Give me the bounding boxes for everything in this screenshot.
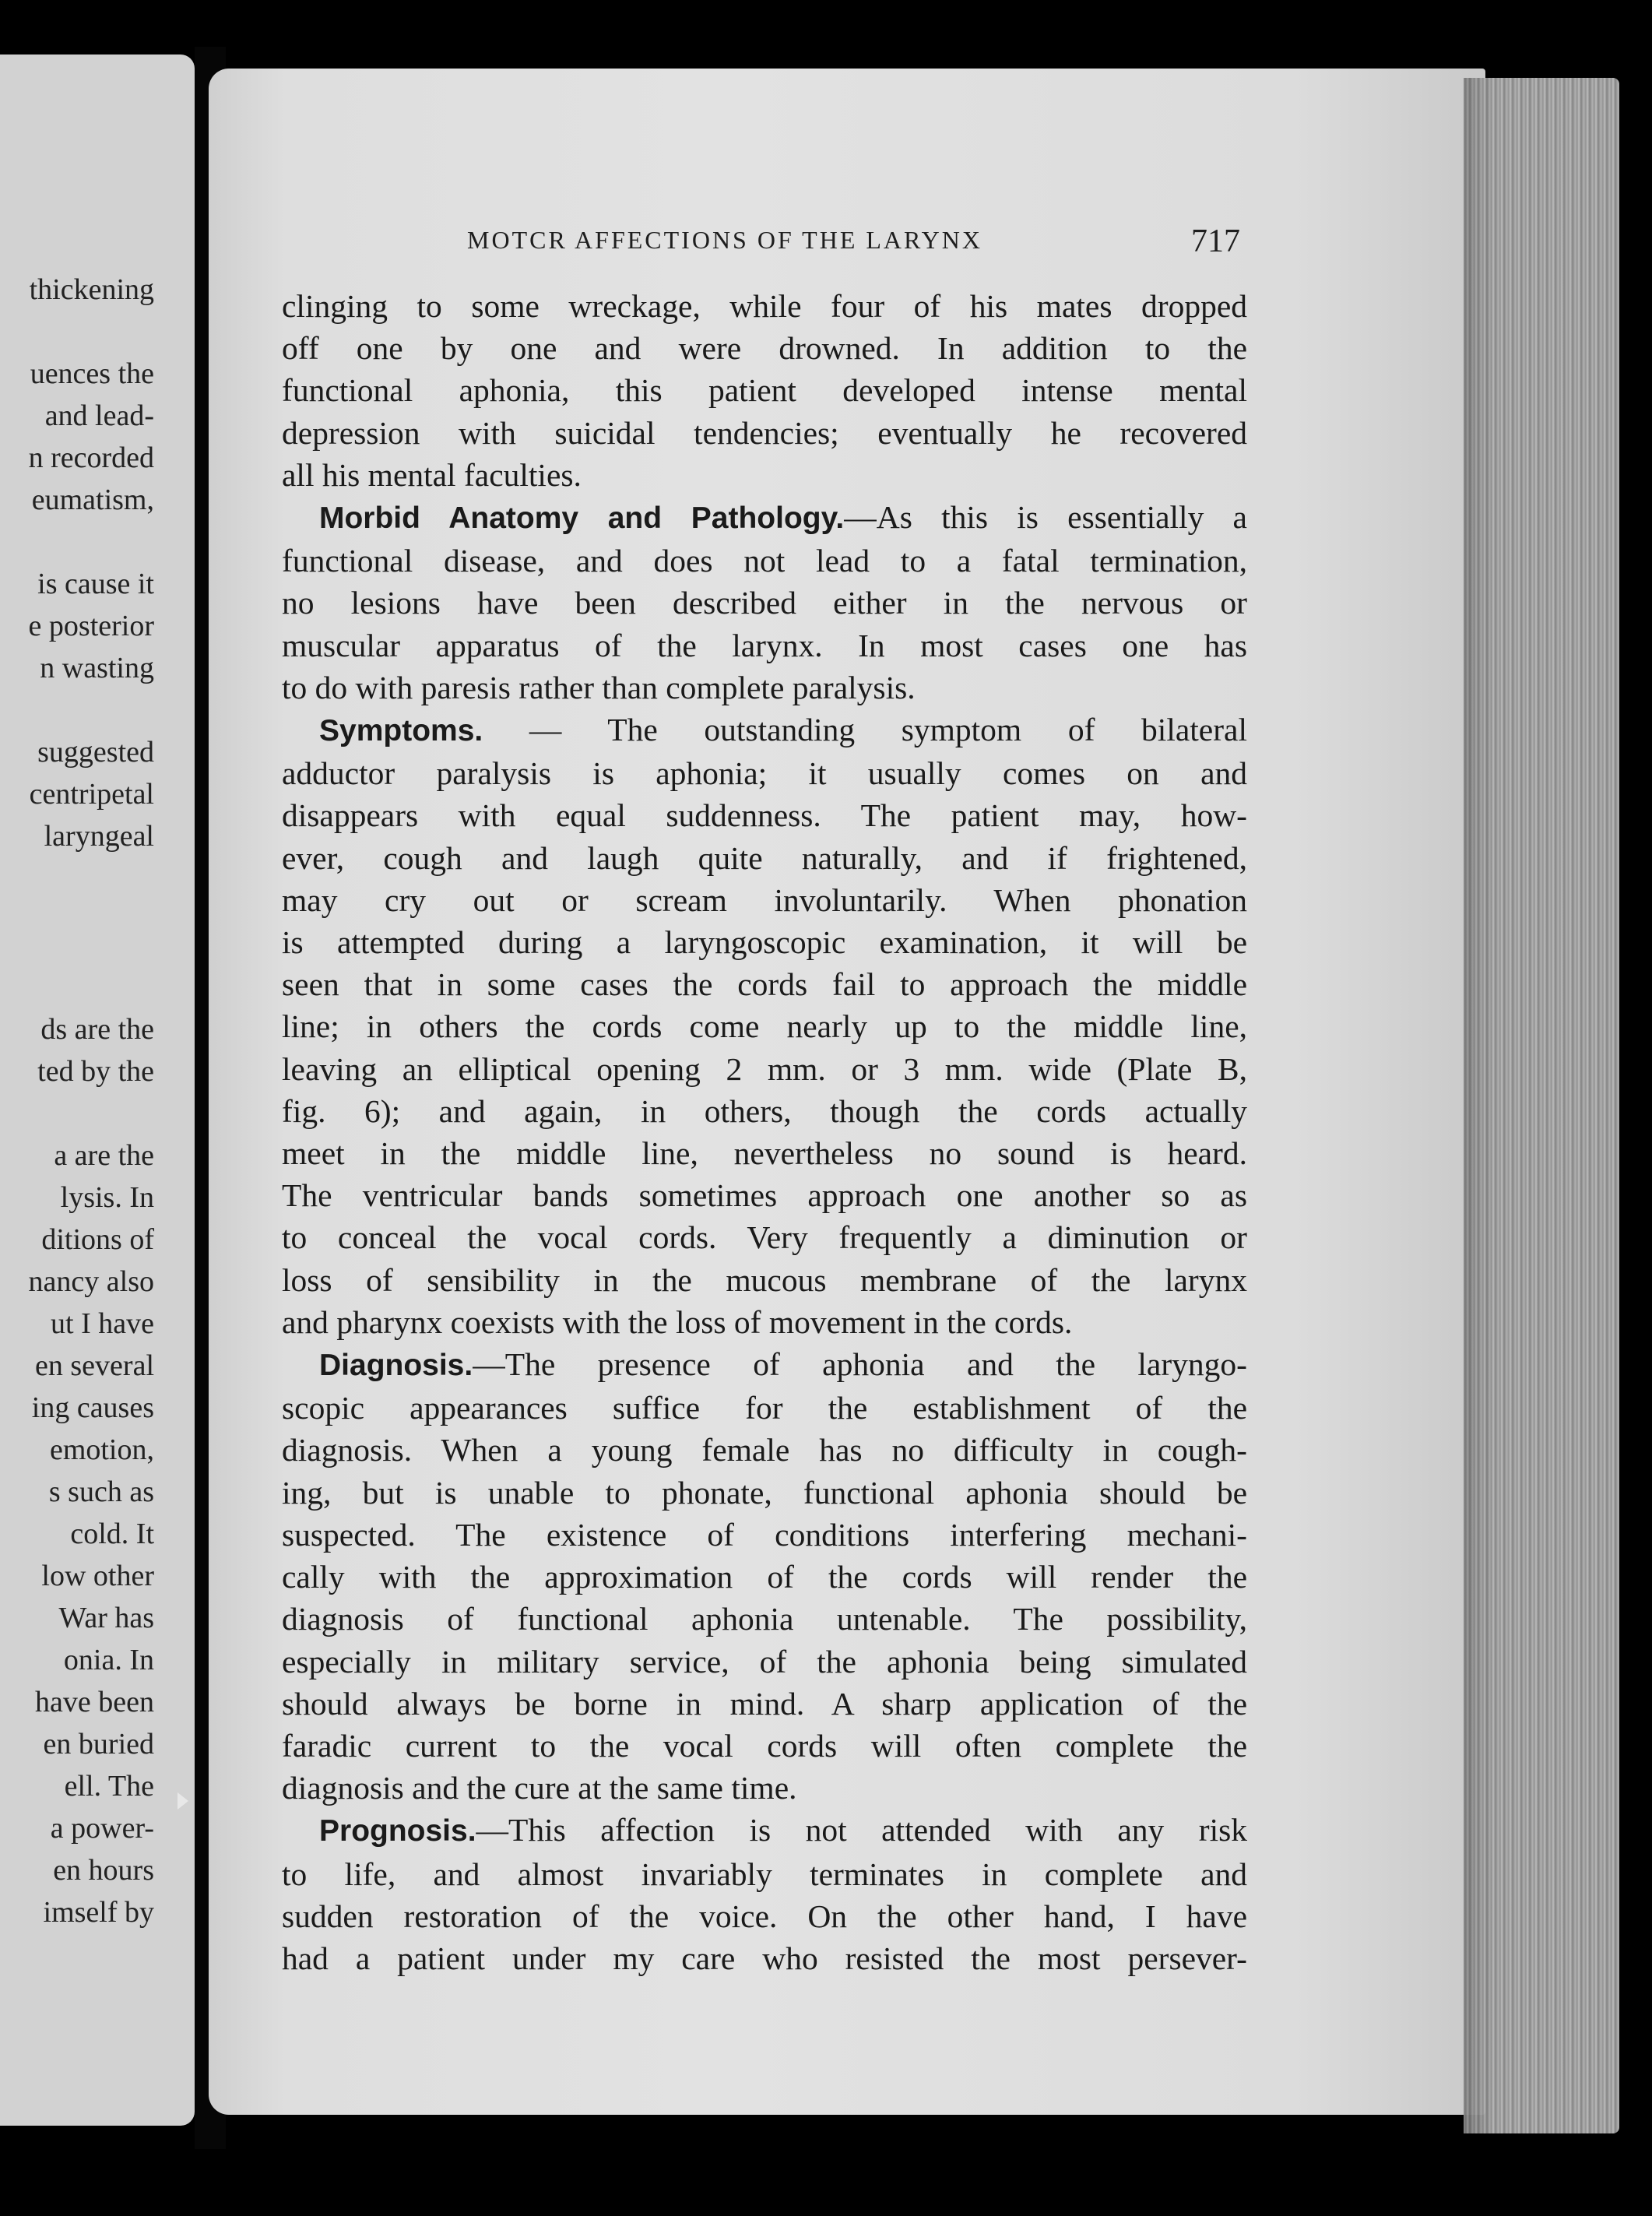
text-line: faradic current to the vocal cords will often complete the — [282, 1727, 1247, 1764]
text-line: to life, and almost invariably terminates in complete and — [282, 1855, 1247, 1892]
text-line: all his mental faculties. — [282, 456, 582, 493]
text-run: —As this is essentially a — [844, 499, 1247, 536]
left-page-fragment: imself by — [43, 1896, 154, 1929]
text-line: depression with suicidal tendencies; eventually he recovered — [282, 414, 1247, 451]
page-body — [282, 285, 1247, 1979]
paragraph-first-line — [282, 1343, 1247, 1387]
text-line: meet in the middle line, nevertheless no sound is heard. — [282, 1135, 1247, 1172]
left-page-fragment: ing causes — [31, 1391, 154, 1424]
left-page-fragment: ted by the — [37, 1055, 154, 1088]
left-page-fragment: suggested — [37, 736, 154, 769]
text-line: line; in others the cords come nearly up to the middle line, — [282, 1008, 1247, 1045]
text-line: adductor paralysis is aphonia; it usually comes on and — [282, 755, 1247, 792]
text-line: cally with the approximation of the cords will render the — [282, 1559, 1247, 1595]
text-line: suspected. The existence of conditions interfering mechani- — [282, 1516, 1247, 1553]
text-line: loss of sensibility in the mucous membrane of the larynx — [282, 1261, 1247, 1298]
text-line: fig. 6); and again, in others, though the cords actually — [282, 1092, 1247, 1129]
left-page-fragment: s such as — [48, 1476, 154, 1508]
text-line: ever, cough and laugh quite naturally, and if frightened, — [282, 839, 1247, 876]
text-line: should always be borne in mind. A sharp application of the — [282, 1685, 1247, 1722]
left-facing-page — [0, 55, 195, 2126]
text-line: clinging to some wreckage, while four of his mates dropped — [282, 288, 1247, 324]
text-line: diagnosis and the cure at the same time. — [282, 1770, 797, 1806]
text-line: diagnosis. When a young female has no difficulty in cough- — [282, 1432, 1247, 1469]
left-page-fragment: ut I have — [51, 1307, 154, 1340]
text-line: seen that in some cases the cords fail to approach the middle — [282, 966, 1247, 1003]
text-run: —This affection is not attended with any risk — [476, 1812, 1247, 1848]
text-line: sudden restoration of the voice. On the other hand, I have — [282, 1898, 1247, 1934]
left-page-fragment: a are the — [54, 1139, 154, 1172]
section-heading-diagnosis: Diagnosis. — [319, 1349, 473, 1383]
left-page-fragment: lysis. In — [60, 1181, 154, 1214]
text-line: diagnosis of functional aphonia untenable. The possibility, — [282, 1601, 1247, 1637]
left-page-fragment: ditions of — [41, 1223, 154, 1256]
left-page-fragment: ds are the — [40, 1013, 154, 1046]
text-line: functional aphonia, this patient developed intense mental — [282, 372, 1247, 409]
left-page-fragment: nancy also — [28, 1265, 154, 1298]
text-line: is attempted during a laryngoscopic examination, it will be — [282, 924, 1247, 961]
left-page-fragment: n recorded — [28, 441, 154, 474]
text-line: and pharynx coexists with the loss of movement in the cords. — [282, 1303, 1073, 1340]
text-run: — The outstanding symptom of bilateral — [483, 712, 1247, 748]
text-line: off one by one and were drowned. In addition to the — [282, 330, 1247, 367]
text-line: especially in military service, of the aphonia being simulated — [282, 1643, 1247, 1680]
left-page-fragment: en several — [35, 1349, 154, 1382]
running-head: MOTCR AFFECTIONS OF THE LARYNX — [467, 226, 982, 254]
text-line: had a patient under my care who resisted the most persever- — [282, 1940, 1247, 1976]
section-heading-morbid-anatomy: Morbid Anatomy and Pathology. — [319, 501, 845, 536]
text-line: to do with paresis rather than complete paralysis. — [282, 669, 916, 705]
left-page-fragment: is cause it — [37, 568, 154, 600]
section-heading-prognosis: Prognosis. — [319, 1814, 476, 1848]
left-page-fragment: a power- — [50, 1812, 154, 1845]
left-page-fragment: and lead- — [44, 399, 154, 432]
section-heading-symptoms: Symptoms. — [319, 714, 483, 748]
paragraph-first-line — [282, 709, 1247, 752]
left-page-fragment: centripetal — [29, 778, 154, 811]
left-page-fragment: en buried — [43, 1728, 154, 1760]
text-line: The ventricular bands sometimes approach one another so as — [282, 1177, 1247, 1214]
left-page-fragment: e posterior — [28, 610, 154, 642]
paragraph-first-line — [282, 496, 1247, 540]
text-line: scopic appearances suffice for the establishment of the — [282, 1390, 1247, 1426]
text-line: disappears with equal suddenness. The patient may, how- — [282, 797, 1247, 834]
left-page-fragment: n wasting — [40, 652, 154, 684]
left-page-fragment: eumatism, — [31, 484, 154, 516]
text-line: to conceal the vocal cords. Very frequently a diminution or — [282, 1219, 1247, 1256]
left-page-fragment: thickening — [29, 273, 154, 306]
text-line: muscular apparatus of the larynx. In most cases one has — [282, 627, 1247, 663]
text-line: functional disease, and does not lead to a fatal termination, — [282, 543, 1247, 579]
left-page-fragment: ell. The — [64, 1770, 154, 1803]
left-page-fragment: emotion, — [49, 1433, 154, 1466]
left-page-fragment: laryngeal — [44, 820, 154, 853]
page-number: 717 — [1191, 223, 1240, 259]
left-page-fragment: have been — [35, 1686, 154, 1718]
left-page-fragment: low other — [41, 1560, 154, 1592]
paragraph-first-line — [282, 1809, 1247, 1852]
left-page-fragment: cold. It — [70, 1518, 154, 1550]
left-page-fragment: uences the — [30, 357, 154, 390]
left-page-fragment: onia. In — [63, 1644, 154, 1676]
page-edges-shadow — [1464, 78, 1495, 2133]
text-run: —The presence of aphonia and the laryngo- — [473, 1346, 1247, 1383]
text-line: no lesions have been described either in the nervous or — [282, 585, 1247, 621]
text-line: ing, but is unable to phonate, functional aphonia should be — [282, 1474, 1247, 1511]
left-page-fragment: War has — [58, 1602, 154, 1634]
left-page-fragment: en hours — [53, 1854, 154, 1887]
text-line: may cry out or scream involuntarily. When phonation — [282, 881, 1247, 918]
text-line: leaving an elliptical opening 2 mm. or 3 mm. wide (Plate B, — [282, 1050, 1247, 1087]
